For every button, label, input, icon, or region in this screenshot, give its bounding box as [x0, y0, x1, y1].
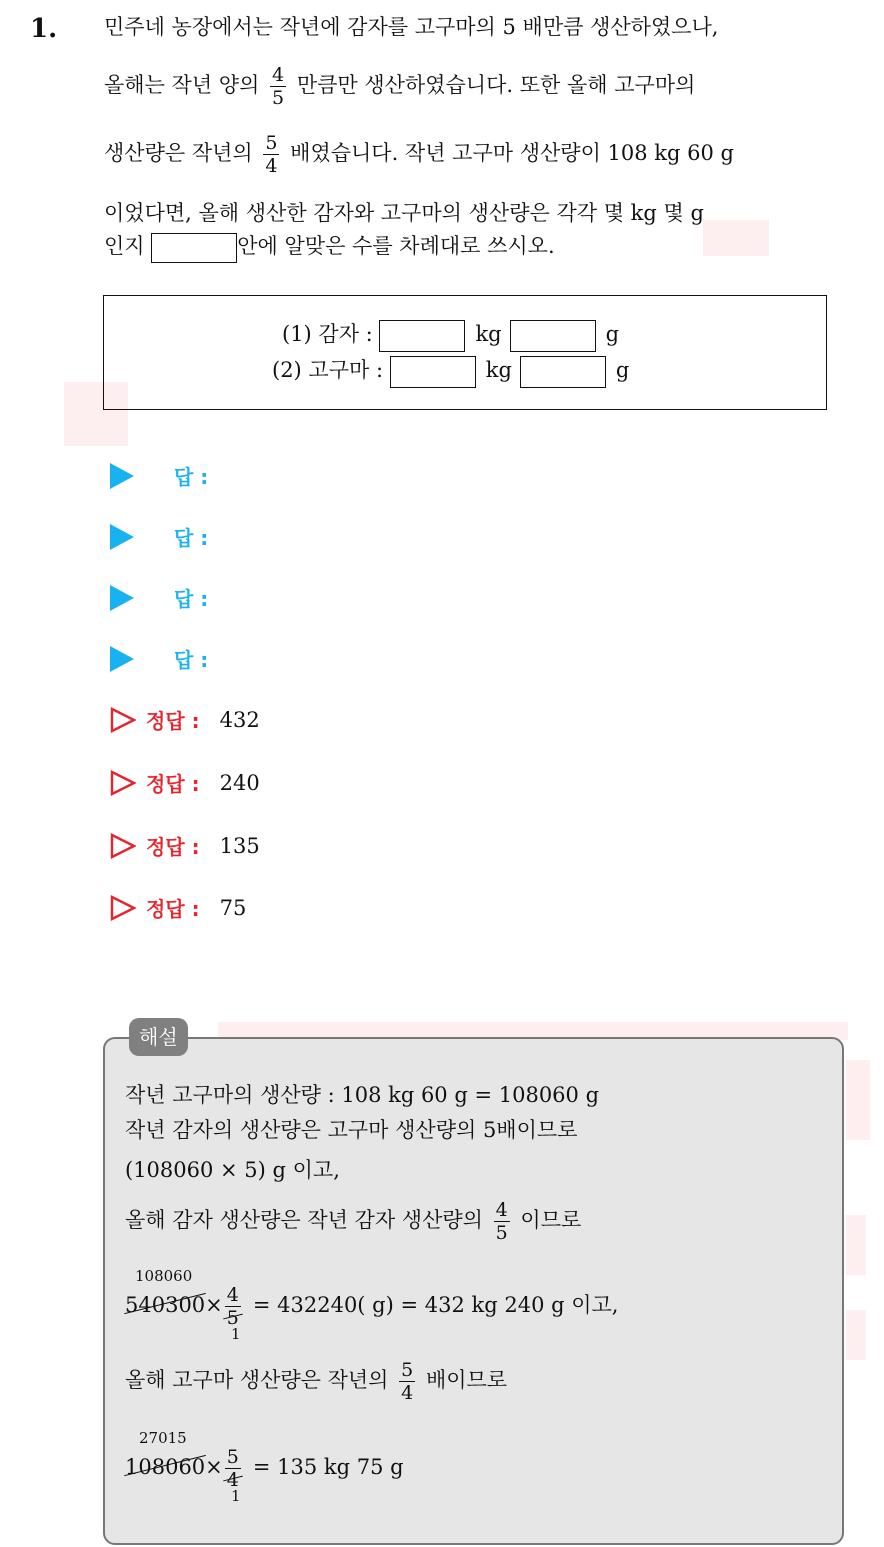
question-line-5 — [104, 231, 555, 263]
fraction-four-fifths — [494, 1199, 510, 1244]
question-line-1: 민주네 농장에서는 작년에 감자를 고구마의 5 배만큼 생산하였으나, — [104, 15, 719, 39]
play-triangle-icon — [110, 463, 134, 489]
explanation-text-part: 올해 고구마 생산량은 작년의 — [125, 1368, 389, 1392]
fraction-five-fourths — [399, 1359, 415, 1404]
unit-g: g — [605, 322, 620, 346]
fraction-numerator: 5 — [401, 1359, 414, 1381]
answer-row[interactable] — [110, 644, 208, 673]
struck-number: 540300 — [125, 1293, 206, 1317]
sweet-potato-kg-input[interactable] — [390, 356, 476, 388]
fraction-four-fifths — [270, 64, 286, 109]
calculation-line — [125, 1446, 404, 1491]
fraction-denominator: 5 — [272, 87, 285, 109]
struck-number: 108060 — [125, 1455, 206, 1479]
question-text-part: 만큼만 생산하였습니다. 또한 올해 고구마의 — [296, 73, 696, 97]
answer-label: 답 : — [174, 587, 209, 611]
correct-label: 정답 : — [146, 835, 200, 859]
outline-triangle-icon — [110, 895, 136, 921]
play-triangle-icon — [110, 585, 134, 611]
correct-answer-row — [110, 893, 246, 922]
fraction-numerator: 5 — [226, 1446, 239, 1468]
correct-label: 정답 : — [146, 897, 200, 921]
fraction-cancelled — [225, 1446, 241, 1491]
explanation-line: (108060 × 5) g 이고, — [125, 1158, 340, 1182]
fraction-denominator-struck: 5 — [226, 1307, 239, 1329]
explanation-text-part: 배이므로 — [425, 1368, 508, 1392]
fraction-numerator: 5 — [265, 132, 278, 154]
explanation-text-part: 올해 감자 생산량은 작년 감자 생산량의 — [125, 1208, 483, 1232]
explanation-panel — [103, 1037, 844, 1545]
answer-form-box — [103, 295, 827, 410]
unit-g: g — [615, 358, 630, 382]
unit-kg: kg — [475, 322, 502, 346]
play-triangle-icon — [110, 646, 134, 672]
correct-value: 240 — [219, 770, 260, 795]
question-text-part: 올해는 작년 양의 — [104, 73, 260, 97]
correct-value: 135 — [219, 833, 260, 858]
unit-kg: kg — [485, 358, 512, 382]
explanation-line — [125, 1359, 507, 1404]
fraction-numerator: 4 — [495, 1199, 508, 1221]
fraction-numerator: 4 — [226, 1284, 239, 1306]
outline-triangle-icon — [110, 707, 136, 733]
decor-block — [846, 1060, 870, 1140]
explanation-line: 작년 감자의 생산량은 고구마 생산량의 5배이므로 — [125, 1118, 578, 1142]
calculation-line — [125, 1284, 619, 1329]
play-triangle-icon — [110, 524, 134, 550]
correct-answer-row — [110, 705, 260, 734]
question-number: 1. — [30, 14, 58, 44]
answer-row[interactable] — [110, 522, 208, 551]
correct-answer-row — [110, 831, 260, 860]
answer-blank-example — [151, 233, 237, 263]
fraction-numerator: 4 — [272, 64, 285, 86]
cancel-result-below: 1 — [231, 1487, 241, 1505]
decor-block — [846, 1310, 866, 1360]
answer-row[interactable] — [110, 583, 208, 612]
sweet-potato-g-input[interactable] — [520, 356, 606, 388]
potato-answer-row — [282, 318, 627, 352]
potato-label: (1) 감자 : — [282, 322, 373, 346]
fraction-denominator: 4 — [265, 155, 278, 177]
explanation-line — [125, 1199, 581, 1244]
answer-row[interactable] — [110, 461, 208, 490]
fraction-denominator: 4 — [401, 1382, 414, 1404]
correct-label: 정답 : — [146, 772, 200, 796]
question-line-4: 이었다면, 올해 생산한 감자와 고구마의 생산량은 각각 몇 kg 몇 g — [104, 201, 704, 225]
calculation-result: = 432240( g) = 432 kg 240 g 이고, — [252, 1293, 619, 1317]
sweet-potato-label: (2) 고구마 : — [272, 358, 384, 382]
correct-answer-row — [110, 768, 260, 797]
cancel-result-top: 108060 — [135, 1267, 193, 1285]
correct-label: 정답 : — [146, 709, 200, 733]
question-text-part: 안에 알맞은 수를 차례대로 쓰시오. — [237, 234, 555, 258]
outline-triangle-icon — [110, 833, 136, 859]
answer-label: 답 : — [174, 465, 209, 489]
question-line-3 — [104, 132, 734, 177]
fraction-five-fourths — [263, 132, 279, 177]
explanation-tag: 해설 — [129, 1018, 188, 1056]
decor-block — [846, 1215, 866, 1275]
potato-kg-input[interactable] — [379, 320, 465, 352]
question-text-part: 생산량은 작년의 — [104, 141, 253, 165]
explanation-line: 작년 고구마의 생산량 : 108 kg 60 g = 108060 g — [125, 1083, 600, 1107]
correct-value: 432 — [219, 707, 260, 732]
decor-block — [703, 220, 769, 256]
sweet-potato-answer-row — [272, 354, 637, 388]
potato-g-input[interactable] — [510, 320, 596, 352]
question-text-part: 인지 — [104, 234, 145, 258]
explanation-text-part: 이므로 — [520, 1208, 582, 1232]
times-sign: × — [205, 1293, 223, 1317]
answer-label: 답 : — [174, 648, 209, 672]
fraction-denominator: 5 — [495, 1222, 508, 1244]
question-text-part: 배였습니다. 작년 고구마 생산량이 108 kg 60 g — [290, 141, 734, 165]
cancel-result-top: 27015 — [139, 1429, 187, 1447]
answer-label: 답 : — [174, 526, 209, 550]
calculation-result: = 135 kg 75 g — [252, 1455, 404, 1479]
question-line-2 — [104, 64, 695, 109]
outline-triangle-icon — [110, 770, 136, 796]
correct-value: 75 — [219, 895, 247, 920]
fraction-denominator-struck: 4 — [226, 1469, 239, 1491]
cancel-result-below: 1 — [231, 1325, 241, 1343]
times-sign: × — [205, 1455, 223, 1479]
fraction-cancelled — [225, 1284, 241, 1329]
